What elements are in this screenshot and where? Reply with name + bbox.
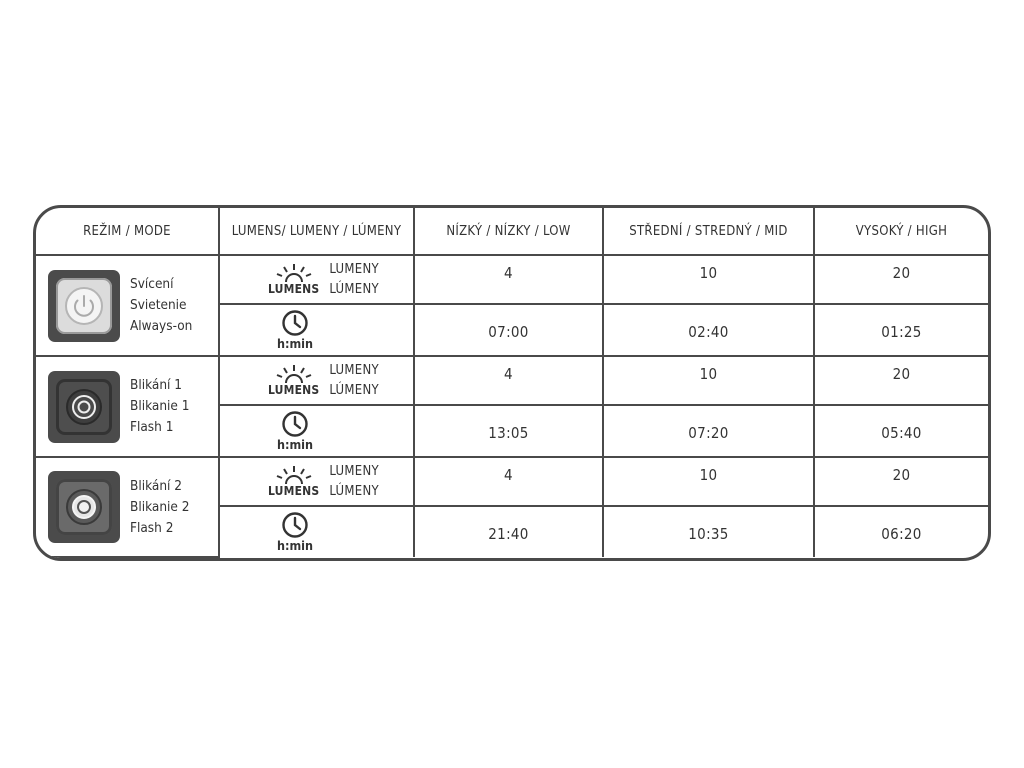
lumens-words: [329, 462, 379, 502]
lumens-word-cs: LUMENY: [329, 463, 379, 479]
mode-name-sk: Blikanie 2: [130, 498, 190, 515]
mode-2-names: [130, 375, 189, 438]
header-mode: REŽIM / MODE: [36, 208, 219, 255]
mode-2-mid-lumens: 10: [603, 356, 814, 405]
header-row: [36, 208, 988, 255]
mode-3-names: [130, 476, 189, 539]
mode-1-high-time: 01:25: [814, 304, 988, 356]
mode-1-low-time: 07:00: [414, 304, 603, 356]
mode-1-lumens-row: [36, 255, 988, 304]
mode-1-mid-time: 02:40: [603, 304, 814, 356]
lumens-word-sk: LÚMENY: [329, 483, 379, 499]
mode-name-sk: Blikanie 1: [130, 398, 190, 415]
lumens-label-cell: [219, 457, 414, 506]
time-icon-label: h:min: [276, 437, 314, 453]
mode-1-mid-lumens: 10: [603, 255, 814, 304]
sun-icon: [268, 264, 319, 296]
mode-1-low-lumens: 4: [414, 255, 603, 304]
power-button-icon: [48, 270, 120, 342]
time-icon-label: h:min: [276, 336, 314, 352]
mode-3-high-time: 06:20: [814, 506, 988, 557]
mode-name-sk: Svietenie: [130, 297, 187, 314]
mode-2-low-time: 13:05: [414, 405, 603, 457]
flash-button-icon: [48, 371, 120, 443]
lumens-words: [329, 361, 379, 401]
clock-icon: [265, 511, 325, 553]
mode-table-frame: [33, 205, 991, 561]
lumens-label-cell: [219, 255, 414, 304]
lumens-word-sk: LÚMENY: [329, 382, 379, 398]
time-label-cell: [219, 506, 414, 557]
mode-name-cs: Blikání 2: [130, 477, 182, 494]
lumens-icon-label: LUMENS: [268, 382, 320, 397]
time-icon-label: h:min: [276, 538, 314, 554]
mode-table: [36, 208, 988, 558]
mode-3-mid-time: 10:35: [603, 506, 814, 557]
mode-2-lumens-row: [36, 356, 988, 405]
mode-3-cell: [36, 457, 219, 557]
lumens-label-cell: [219, 356, 414, 405]
mode-2-mid-time: 07:20: [603, 405, 814, 457]
mode-3-lumens-row: [36, 457, 988, 506]
mode-1-high-lumens: 20: [814, 255, 988, 304]
header-mid: STŘEDNÍ / STREDNÝ / MID: [603, 208, 814, 255]
clock-icon: [265, 410, 325, 452]
mode-2-high-time: 05:40: [814, 405, 988, 457]
time-label-cell: [219, 405, 414, 457]
mode-name-en: Flash 2: [130, 519, 174, 536]
lumens-icon-label: LUMENS: [268, 281, 320, 296]
mode-3-high-lumens: 20: [814, 457, 988, 506]
lumens-word-sk: LÚMENY: [329, 281, 379, 297]
header-low: NÍZKÝ / NÍZKY / LOW: [414, 208, 603, 255]
header-high: VYSOKÝ / HIGH: [814, 208, 988, 255]
mode-3-mid-lumens: 10: [603, 457, 814, 506]
mode-2-low-lumens: 4: [414, 356, 603, 405]
lumens-word-cs: LUMENY: [329, 261, 379, 277]
mode-name-cs: Svícení: [130, 276, 174, 293]
mode-name-cs: Blikání 1: [130, 377, 182, 394]
lumens-icon-label: LUMENS: [268, 483, 320, 498]
mode-2-high-lumens: 20: [814, 356, 988, 405]
lumens-words: [329, 260, 379, 300]
mode-name-en: Flash 1: [130, 419, 174, 436]
mode-1-cell: [36, 255, 219, 356]
clock-icon: [265, 309, 325, 351]
mode-2-cell: [36, 356, 219, 457]
header-lumens: LUMENS/ LUMENY / LÚMENY: [219, 208, 414, 255]
sun-icon: [268, 466, 319, 498]
lumens-word-cs: LUMENY: [329, 362, 379, 378]
mode-name-en: Always-on: [130, 318, 193, 335]
time-label-cell: [219, 304, 414, 356]
mode-3-low-time: 21:40: [414, 506, 603, 557]
sun-icon: [268, 365, 319, 397]
flash-2-button-icon: [48, 471, 120, 543]
mode-3-low-lumens: 4: [414, 457, 603, 506]
mode-1-names: [130, 274, 192, 337]
